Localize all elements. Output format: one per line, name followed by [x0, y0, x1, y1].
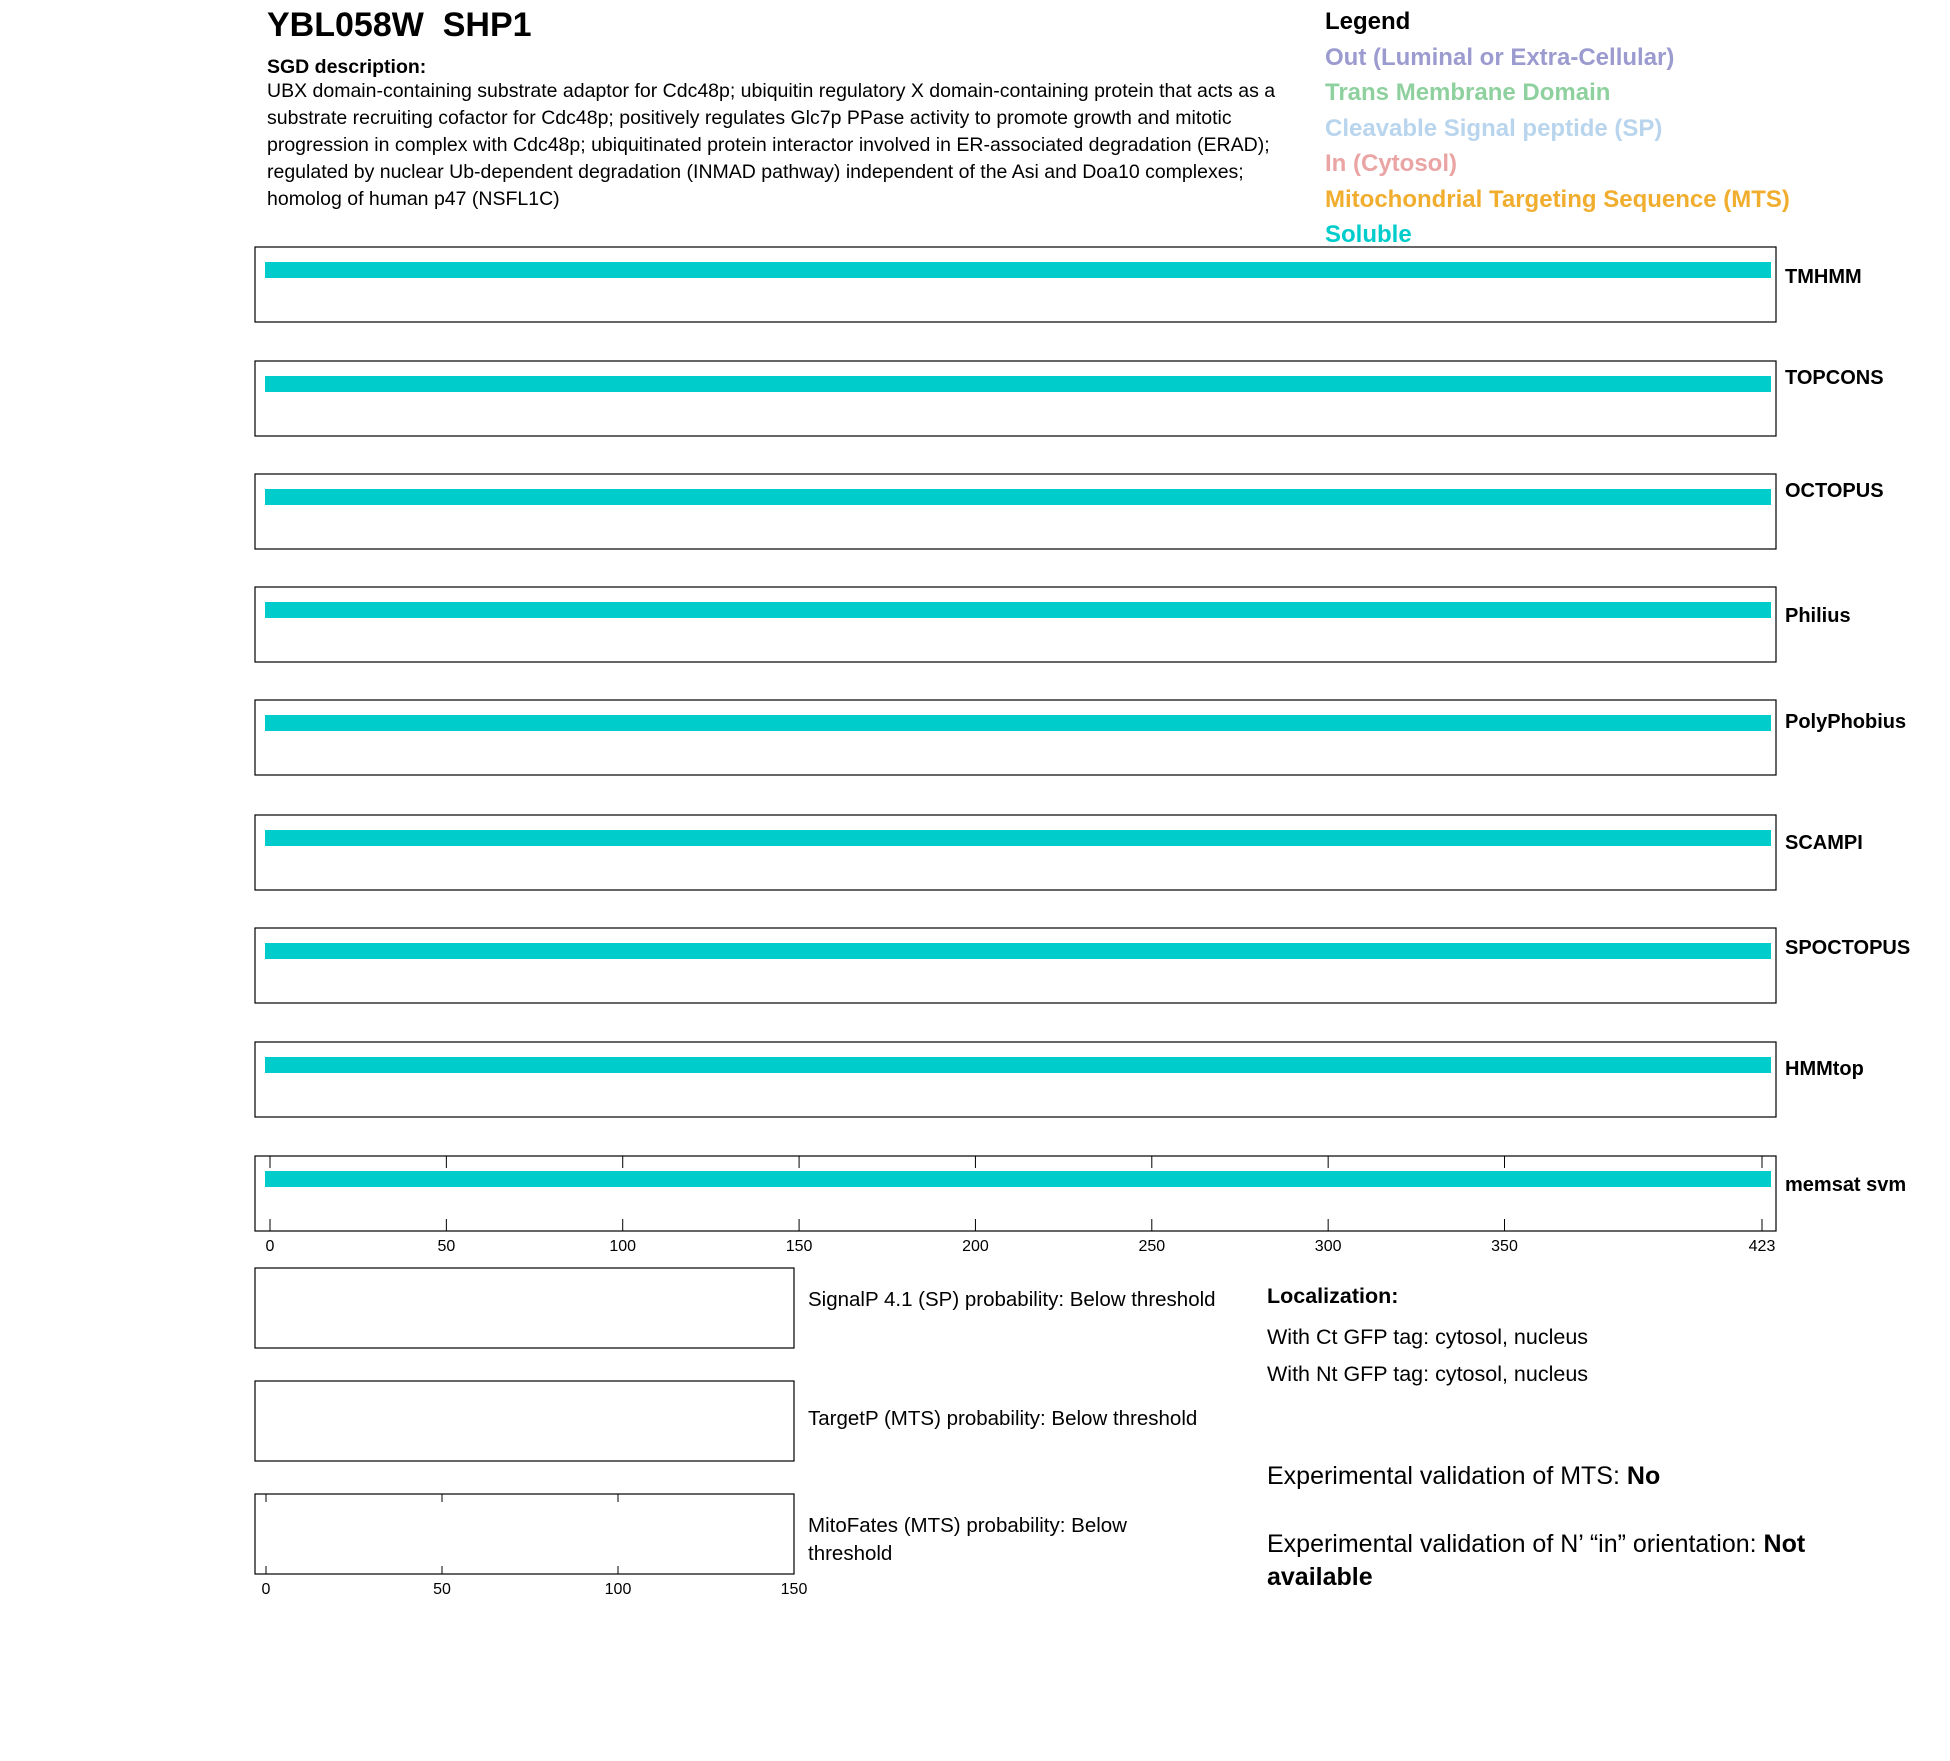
experimental-orientation-label: Experimental validation of N’ “in” orientation: — [1267, 1530, 1764, 1558]
track-segment — [265, 830, 1771, 846]
track-segment — [265, 602, 1771, 618]
mitofates-label: MitoFates (MTS) probability: Below threshold — [808, 1514, 1127, 1565]
track-box — [255, 700, 1776, 775]
sgd-description-text: UBX domain-containing substrate adaptor for Cdc48p; ubiquitin regulatory X domain-containing protein that acts as a substrate recruiting cofactor for Cdc48p; positively regulates Glc7p PPase activity to promote growth and mitotic progression in complex with Cdc48p; ubiquitinated protein interactor involved in ER-associated degradation (ERAD); regulated by nuclear Ub-dependent degradation (INMAD pathway) independent of the Asi and Doa10 complexes; homolog of human p47 (NSFL1C) — [267, 80, 1276, 210]
track-label: SPOCTOPUS — [1785, 937, 1911, 959]
track-label: SCAMPI — [1785, 832, 1863, 854]
axis-tick-label: 100 — [609, 1238, 637, 1255]
prob-axis-tick-label: 100 — [604, 1581, 632, 1598]
signalp-label: SignalP 4.1 (SP) probability: Below threshold — [808, 1288, 1216, 1311]
track-box — [255, 247, 1776, 322]
legend-item-mts: Mitochondrial Targeting Sequence (MTS) — [1325, 185, 1790, 213]
gene-id: YBL058W — [267, 6, 424, 44]
targetp-label: TargetP (MTS) probability: Below threshold — [808, 1407, 1198, 1430]
track-segment — [265, 376, 1771, 392]
track-label: TMHMM — [1785, 266, 1862, 288]
track-label: PolyPhobius — [1785, 711, 1907, 733]
track-box — [255, 361, 1776, 436]
axis-tick-label: 300 — [1314, 1238, 1342, 1255]
axis-tick-label: 200 — [962, 1238, 989, 1255]
sgd-description-label: SGD description: — [267, 56, 427, 78]
prob-axis-tick-label: 150 — [780, 1581, 808, 1598]
track-label: memsat svm — [1785, 1174, 1907, 1196]
track-box — [255, 1156, 1776, 1231]
localization-nt-gfp: With Nt GFP tag: cytosol, nucleus — [1267, 1362, 1589, 1386]
experimental-mts-value: No — [1626, 1462, 1661, 1490]
track-box — [255, 1042, 1776, 1117]
legend-item-in: In (Cytosol) — [1325, 150, 1457, 177]
track-label: OCTOPUS — [1785, 480, 1884, 502]
track-segment — [265, 1171, 1771, 1187]
legend-title: Legend — [1325, 8, 1411, 35]
track-segment — [265, 1057, 1771, 1073]
localization-section — [1267, 1284, 1588, 1399]
track-segment — [265, 262, 1771, 278]
legend-item-sp: Cleavable Signal peptide (SP) — [1325, 114, 1663, 142]
track-segment — [265, 715, 1771, 731]
probability-box — [255, 1268, 794, 1348]
track-box — [255, 587, 1776, 662]
track-label: Philius — [1785, 605, 1851, 627]
track-label: TOPCONS — [1785, 367, 1884, 389]
gene-name: SHP1 — [442, 6, 532, 44]
experimental-orientation — [1267, 1528, 1867, 1594]
axis-tick-label: 423 — [1748, 1238, 1776, 1255]
legend-item-soluble: Soluble — [1325, 221, 1412, 248]
experimental-orientation-value: Not available — [1267, 1530, 1806, 1591]
localization-ct-gfp: With Ct GFP tag: cytosol, nucleus — [1267, 1325, 1589, 1349]
axis-tick-label: 350 — [1491, 1238, 1518, 1255]
track-box — [255, 928, 1776, 1003]
legend-item-tm: Trans Membrane Domain — [1325, 79, 1611, 106]
experimental-mts — [1267, 1462, 1660, 1491]
axis-tick-label: 50 — [437, 1238, 456, 1255]
prob-axis-tick-label: 50 — [433, 1581, 451, 1598]
experimental-mts-label: Experimental validation of MTS: — [1267, 1462, 1627, 1490]
axis-tick-label: 150 — [785, 1238, 813, 1255]
prob-axis-tick-label: 0 — [261, 1581, 271, 1598]
track-box — [255, 815, 1776, 890]
localization-title: Localization: — [1267, 1284, 1399, 1308]
probability-box — [255, 1381, 794, 1461]
track-label: HMMtop — [1785, 1058, 1864, 1080]
legend-item-out: Out (Luminal or Extra-Cellular) — [1325, 43, 1675, 71]
axis-tick-label: 250 — [1138, 1238, 1166, 1255]
track-box — [255, 474, 1776, 549]
track-segment — [265, 489, 1771, 505]
probability-box — [255, 1494, 794, 1574]
axis-tick-label: 0 — [265, 1238, 275, 1255]
track-segment — [265, 943, 1771, 959]
